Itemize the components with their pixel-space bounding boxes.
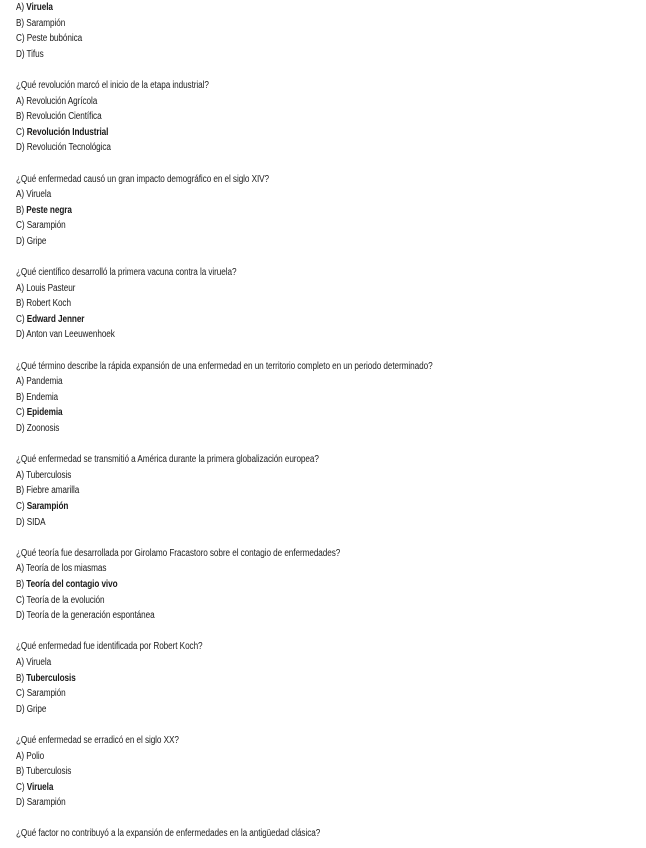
spacer: [16, 437, 636, 453]
spacer: [16, 530, 636, 546]
option: [16, 327, 524, 343]
option-text: Sarampión: [26, 220, 66, 232]
quiz-document: [16, 0, 636, 842]
option-text: Sarampión: [26, 688, 66, 700]
option-correct: [16, 125, 524, 141]
option-letter: C): [16, 126, 25, 138]
option-letter: C): [16, 407, 25, 419]
option-letter: B): [16, 204, 25, 216]
option-correct: [16, 499, 524, 515]
correct-answer-text: Viruela: [26, 781, 54, 793]
option-letter: B): [16, 766, 25, 778]
option-text: Teoría de la evolución: [26, 594, 105, 606]
option-letter: A): [16, 95, 25, 107]
question-block: [16, 172, 636, 250]
option: [16, 31, 524, 47]
correct-answer-text: Viruela: [26, 2, 53, 13]
option: [16, 593, 524, 609]
correct-answer-text: Revolución Industrial: [26, 126, 109, 138]
option: [16, 655, 524, 671]
option: [16, 94, 524, 110]
option-text: Viruela: [26, 189, 52, 201]
correct-answer-text: Tuberculosis: [26, 672, 76, 684]
question-block: [16, 0, 636, 62]
question-text: ¿Qué revolución marcó el inicio de la etapa industrial?: [16, 79, 209, 91]
option-letter: D): [16, 235, 25, 247]
option: [16, 109, 524, 125]
option-text: Louis Pasteur: [26, 282, 76, 294]
spacer: [16, 343, 636, 359]
option: [16, 281, 524, 297]
option-letter: B): [16, 578, 25, 590]
option-text: Robert Koch: [26, 298, 71, 310]
option-text: Teoría de la generación espontánea: [26, 610, 155, 622]
option-text: Revolución Agrícola: [26, 95, 98, 107]
option-letter: B): [16, 672, 25, 684]
option-letter: B): [16, 298, 25, 310]
correct-answer-text: Teoría del contagio vivo: [26, 578, 118, 590]
option-letter: B): [16, 391, 25, 403]
option-text: Tifus: [26, 48, 44, 60]
option: [16, 764, 524, 780]
option-text: Polio: [26, 750, 45, 762]
option: [16, 47, 524, 63]
question-block: [16, 546, 636, 624]
option-text: Viruela: [26, 656, 52, 668]
spacer: [16, 250, 636, 266]
option-letter: C): [16, 594, 25, 606]
option: [16, 296, 524, 312]
option-correct: [16, 0, 524, 16]
option-text: Zoonosis: [26, 423, 60, 435]
option: [16, 16, 524, 32]
option-text: Fiebre amarilla: [26, 485, 80, 497]
option: [16, 390, 524, 406]
option-letter: C): [16, 781, 25, 793]
option: [16, 140, 524, 156]
option-correct: [16, 577, 524, 593]
question-text: ¿Qué científico desarrolló la primera vacuna contra la viruela?: [16, 267, 237, 279]
option-letter: C): [16, 33, 25, 45]
option-letter: C): [16, 688, 25, 700]
option-letter: C): [16, 501, 25, 512]
option: [16, 608, 524, 624]
option-letter: A): [16, 282, 25, 294]
question-text: ¿Qué término describe la rápida expansión de una enfermedad en un territorio completo en un periodo determinado?: [16, 360, 433, 372]
question-block: [16, 359, 636, 437]
option-text: Tuberculosis: [26, 469, 72, 481]
option: [16, 483, 524, 499]
option-text: Sarampión: [26, 17, 66, 29]
option-letter: D): [16, 329, 25, 341]
option: [16, 515, 524, 531]
option: [16, 702, 524, 718]
spacer: [16, 62, 636, 78]
option: [16, 374, 524, 390]
option-text: Gripe: [26, 235, 47, 247]
option-text: Revolución Tecnológica: [26, 142, 111, 154]
option-letter: A): [16, 563, 25, 575]
option: [16, 218, 524, 234]
option-text: Teoría de los miasmas: [26, 563, 107, 575]
option-correct: [16, 671, 524, 687]
option-correct: [16, 312, 524, 328]
option-letter: B): [16, 17, 25, 29]
question-block: [16, 639, 636, 717]
spacer: [16, 811, 636, 827]
option-letter: A): [16, 2, 25, 13]
question-text: ¿Qué enfermedad causó un gran impacto demográfico en el siglo XIV?: [16, 173, 270, 185]
question-text: ¿Qué enfermedad fue identificada por Robert Koch?: [16, 641, 203, 653]
option-letter: B): [16, 485, 25, 497]
option-letter: D): [16, 142, 25, 154]
correct-answer-text: Epidemia: [26, 407, 63, 419]
question-text: ¿Qué factor no contribuyó a la expansión de enfermedades en la antigüedad clásica?: [16, 828, 321, 840]
option-text: Endemia: [26, 391, 59, 403]
option: [16, 187, 524, 203]
option-letter: A): [16, 189, 25, 201]
option: [16, 468, 524, 484]
question-block: [16, 733, 636, 811]
option: [16, 561, 524, 577]
option-text: Tuberculosis: [26, 766, 72, 778]
option-letter: D): [16, 516, 25, 528]
question-text: ¿Qué teoría fue desarrollada por Girolamo Fracastoro sobre el contagio de enfermedades?: [16, 547, 341, 559]
option-letter: D): [16, 423, 25, 435]
option: [16, 749, 524, 765]
option-text: Sarampión: [26, 797, 66, 809]
option: [16, 421, 524, 437]
option-letter: A): [16, 469, 25, 481]
option-letter: D): [16, 703, 25, 715]
correct-answer-text: Edward Jenner: [26, 313, 85, 325]
option-text: Revolución Científica: [26, 111, 102, 123]
question-block: [16, 826, 636, 842]
option-text: Peste bubónica: [26, 33, 83, 45]
option-text: SIDA: [26, 516, 46, 528]
option-letter: A): [16, 656, 25, 668]
option-correct: [16, 780, 524, 796]
option: [16, 686, 524, 702]
option-letter: D): [16, 797, 25, 809]
option-letter: A): [16, 376, 25, 388]
option-text: Anton van Leeuwenhoek: [26, 329, 115, 341]
option-correct: [16, 203, 524, 219]
question-block: [16, 78, 636, 156]
option-letter: A): [16, 750, 25, 762]
option: [16, 234, 524, 250]
option-letter: D): [16, 610, 25, 622]
spacer: [16, 717, 636, 733]
option-letter: C): [16, 220, 25, 232]
correct-answer-text: Sarampión: [26, 501, 69, 512]
question-block: [16, 265, 636, 343]
option-letter: D): [16, 48, 25, 60]
spacer: [16, 156, 636, 172]
option-letter: C): [16, 313, 25, 325]
spacer: [16, 624, 636, 640]
option-text: Pandemia: [26, 376, 63, 388]
option-letter: B): [16, 111, 25, 123]
correct-answer-text: Peste negra: [26, 204, 72, 216]
option: [16, 795, 524, 811]
option-correct: [16, 405, 524, 421]
option-text: Gripe: [26, 703, 47, 715]
question-text: ¿Qué enfermedad se erradicó en el siglo XX?: [16, 734, 179, 746]
question-text: ¿Qué enfermedad se transmitió a América durante la primera globalización europea?: [16, 454, 319, 466]
question-block: [16, 452, 636, 530]
